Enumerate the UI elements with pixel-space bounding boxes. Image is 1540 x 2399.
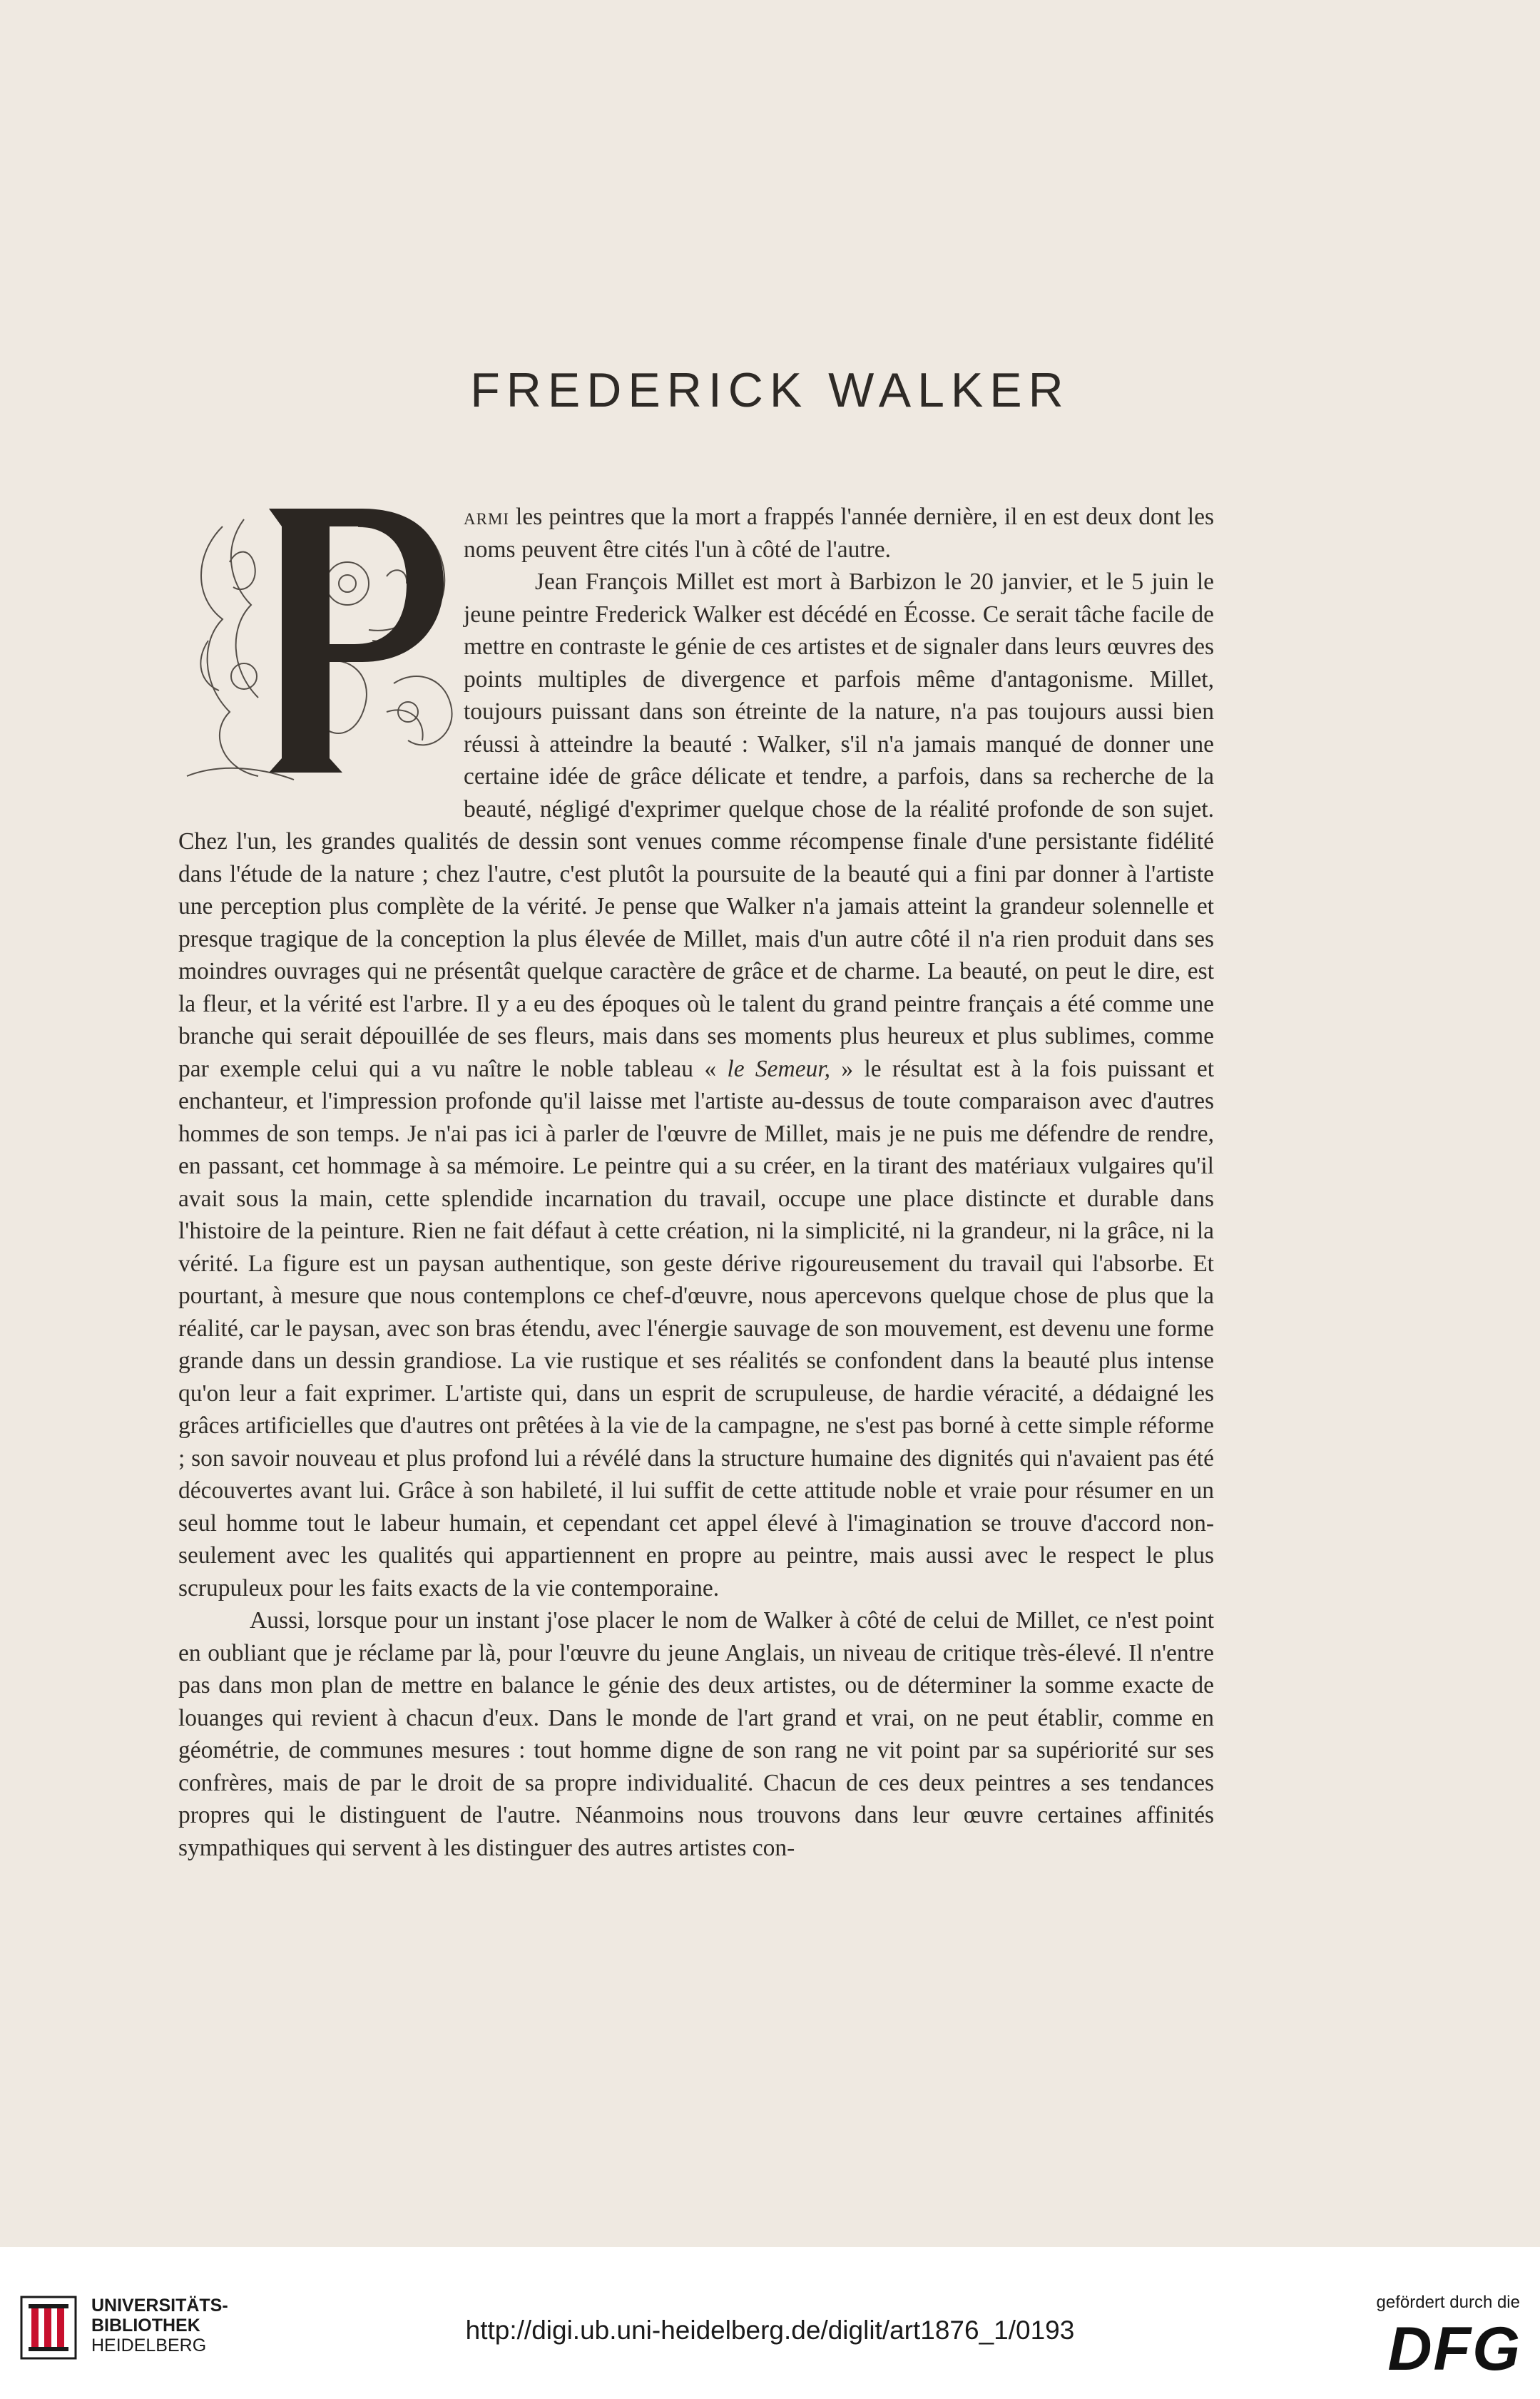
footer-bar (0, 2247, 1540, 2399)
library-line-2: BIBLIOTHEK (91, 2316, 200, 2336)
paragraph-2-continued: » le résultat est à la fois puissant et enchanteur, et l'impression profonde qu'il laisse met l'artiste au-dessus de toute comparaison avec d'autres hommes de son temps. Je n'ai pas ici à parler de l'œuvre de Millet, mais je ne puis me défendre de rendre, en passant, cet hommage à sa mémoire. Le peintre qui a su créer, en la tirant des matériaux vulgaires qu'il avait sous la main, cette splendide incarnation du travail, occupe une place distincte et durable dans l'histoire de la peinture. Rien ne fait défaut à cette création, ni la simplicité, ni la grandeur, ni la grâce, ni la vérité. La figure est un paysan authentique, son geste dérive rigoureusement du travail qui l'absorbe. Et pourtant, à mesure que nous contemplons ce chef-d'œuvre, nous apercevons quelque chose de plus que la réalité, car le paysan, avec son bras étendu, avec l'énergie sauvage de son mouvement, est devenu une forme grande dans un dessin grandiose. La vie rustique et ses réalités se confondent dans la beauté plus intense qu'on leur a fait exprimer. L'artiste qui, dans un esprit de scrupuleuse, de hardie véracité, a dédaigné les grâces artificielles que d'autres ont prêtées à la vie de la campagne, ne s'est pas borné à cette simple réforme ; son savoir nouveau et plus profond lui a révélé dans la structure humaine des dignités qui n'avaient pas été découvertes avant lui. Grâce à son habileté, il lui suffit de cette attitude noble et vraie pour résumer en un seul homme tout le labeur humain, et cependant cet appel élevé à l'imagination se trouve d'accord non-seulement avec les qualités qui appartiennent en propre au peintre, mais aussi avec le respect le plus scrupuleux pour les faits exacts de la vie contemporaine. (178, 1055, 1214, 1601)
paragraph-1-text: les peintres que la mort a frappés l'année dernière, il en est deux dont les noms peuvent être cités l'un à côté de l'autre. (464, 504, 1214, 563)
paragraph-3: Aussi, lorsque pour un instant j'ose placer le nom de Walker à côté de celui de Millet, ce n'est point en oubliant que je réclame par là, pour l'œuvre du jeune Anglais, un niveau de critique très-élevé. Il n'entre pas dans mon plan de mettre en balance le génie des deux artistes, ou de déterminer la somme exacte de louanges qui revient à chacun d'eux. Dans le monde de l'art grand et vrai, on ne peut établir, comme en géométrie, de communes mesures : tout homme digne de son rang ne vit point par sa supériorité sur ses confrères, mais de par le droit de sa propre individualité. Chacun de ces deux peintres a ses tendances propres qui le distinguent de l'autre. Néanmoins nous trouvons dans leur œuvre certaines affinités sympathiques qui servent à les distinguer des autres artistes con- (178, 1607, 1214, 1861)
library-line-3: HEIDELBERG (91, 2336, 207, 2355)
library-line-1: UNIVERSITÄTS- (91, 2296, 228, 2316)
permalink[interactable]: http://digi.ub.uni-heidelberg.de/diglit/art1876_1/0193 (465, 2316, 1075, 2345)
funding-note: gefördert durch die (1376, 2293, 1520, 2312)
article-body (178, 501, 1214, 1864)
dfg-logo: DFG (1387, 2315, 1521, 2383)
opening-small-caps: armi (464, 504, 510, 530)
paragraph-2-text: Jean François Millet est mort à Barbizon le 20 janvier, et le 5 juin le jeune peintre Frederick Walker est décédé en Écosse. Ce serait tâche facile de mettre en contraste le génie de ces artistes et de signaler dans leurs œuvres des points multiples de divergence et parfois même d'antagonisme. Millet, toujours puissant dans son étreinte de la nature, n'a pas toujours aussi bien réussi à atteindre la beauté : Walker, s'il n'a jamais manqué de donner une certaine idée de grâce délicate et tendre, a parfois, dans sa recherche de la beauté, négligé d'exprimer quelque chose de la réalité profonde de son sujet. Chez l'un, les grandes qualités de dessin sont venues comme récompense finale d'une persistante fidélité dans l'étude de la nature ; chez l'autre, c'est plutôt la poursuite de la beauté qui a fini par donner à l'artiste une perception plus complète de la vérité. Je pense que Walker n'a jamais atteint la grandeur solennelle et presque tragique de la conception la plus élevée de Millet, mais d'un autre côté il n'a rien produit dans ses moindres ouvrages qui ne présentât quelque caractère de grâce et de charme. La beauté, on peut le dire, est la fleur, et la vérité est l'arbre. Il y a eu des époques où le talent du grand peintre français a été comme une branche qui serait dépouillée de ses fleurs, mais dans ses moments plus heureux et plus sublimes, comme par exemple celui qui a vu naître le noble tableau « (178, 569, 1214, 1082)
painting-title: le Semeur, (727, 1055, 831, 1082)
article-title: FREDERICK WALKER (470, 363, 1070, 417)
